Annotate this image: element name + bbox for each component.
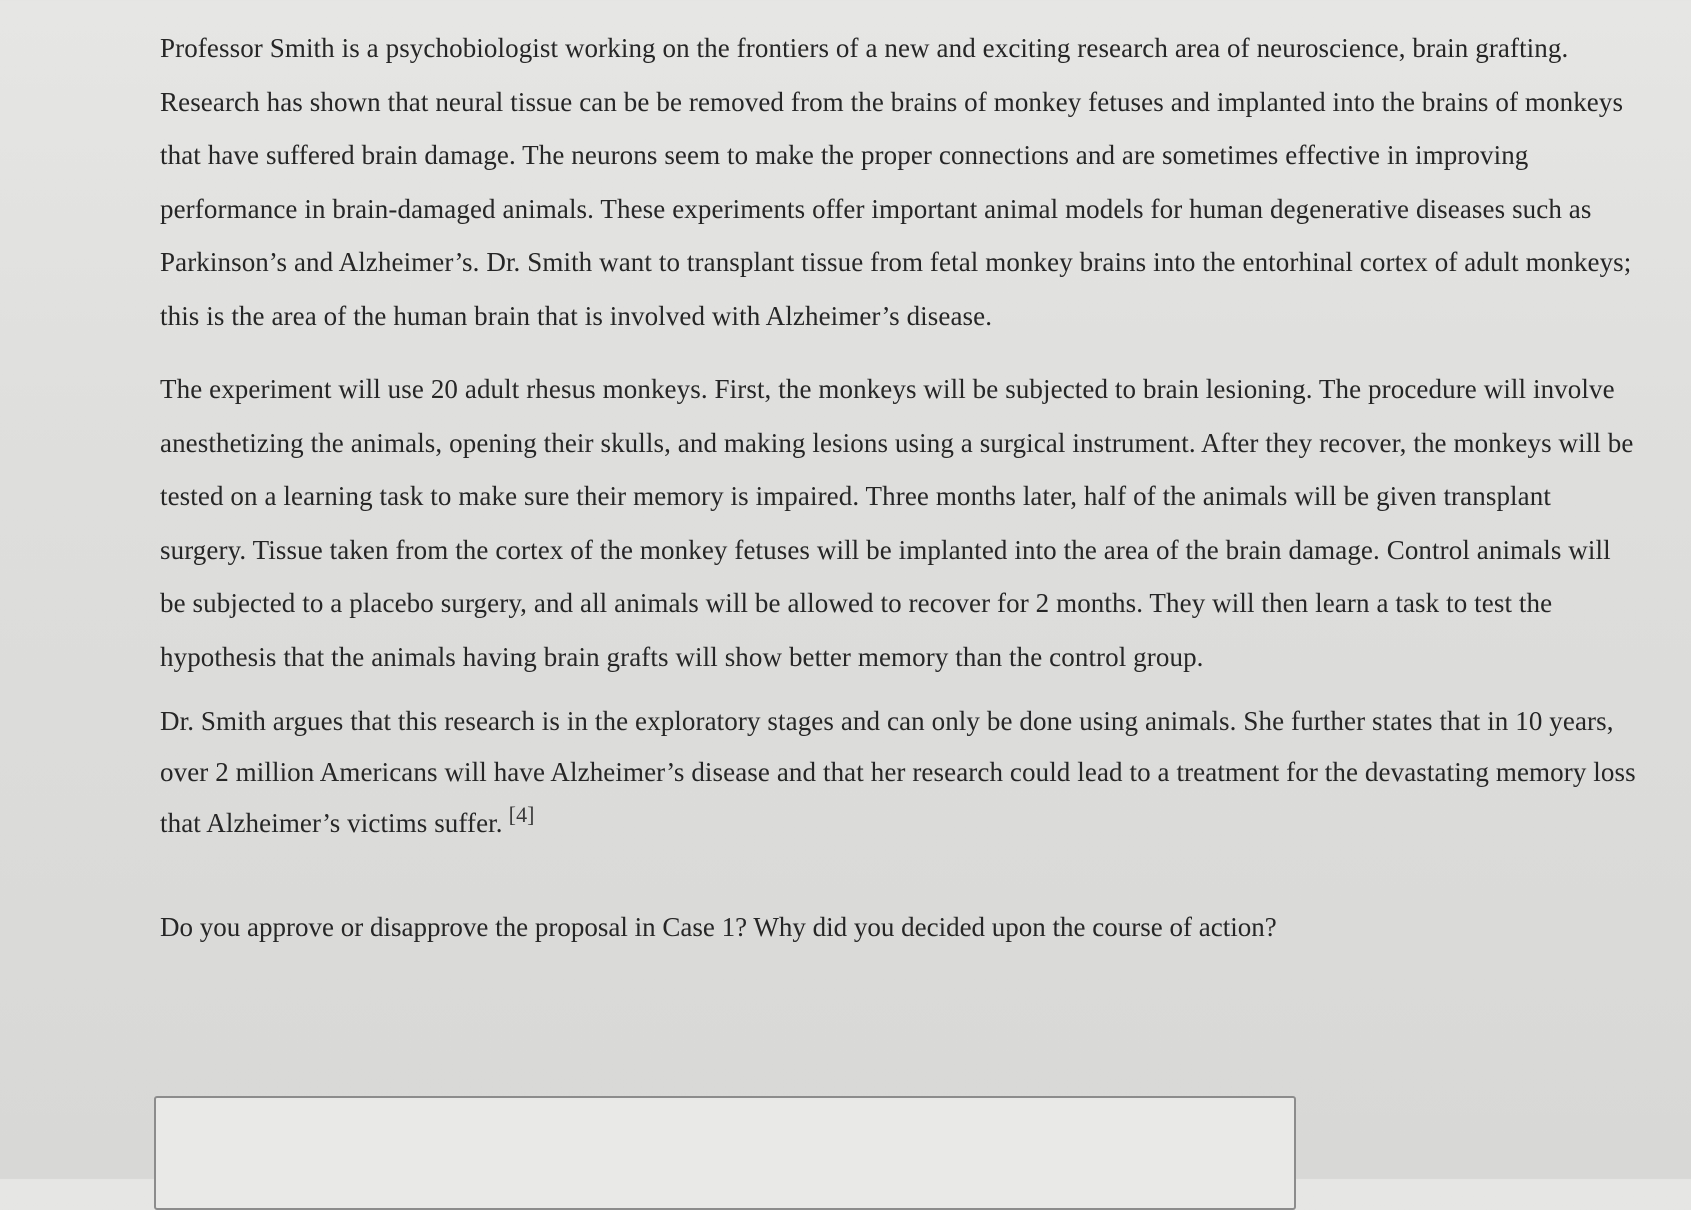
case-paragraph-2: The experiment will use 20 adult rhesus monkeys. First, the monkeys will be subjected to brain lesioning. The procedure will involve anesthetizing the animals, opening their skulls, and making lesions using a surgical instrument. After they recover, the monkeys will be tested on a learning task to make sure their memory is impaired. Three months later, half of the animals will be given transplant surgery. Tissue taken from the cortex of the monkey fetuses will be implanted into the area of the brain damage. Control animals will be subjected to a placebo surgery, and all animals will be allowed to recover for 2 months. They will then learn a task to test the hypothesis that the animals having brain grafts will show better memory than the control group. <box>160 374 1634 672</box>
question-prompt: Do you approve or disapprove the proposal in Case 1? Why did you decided upon the course of action? <box>160 912 1277 942</box>
case-content <box>160 22 1640 947</box>
citation-link[interactable]: [4] <box>508 802 535 827</box>
case-paragraph-1: Professor Smith is a psychobiologist working on the frontiers of a new and exciting research area of neuroscience, brain grafting. Research has shown that neural tissue can be be removed from the brains of monkey fetuses and implanted into the brains of monkeys that have suffered brain damage. The neurons seem to make the proper connections and are sometimes effective in improving performance in brain-damaged animals. These experiments offer important animal models for human degenerative diseases such as Parkinson’s and Alzheimer’s. Dr. Smith want to transplant tissue from fetal monkey brains into the entorhinal cortex of adult monkeys; this is the area of the human brain that is involved with Alzheimer’s disease. <box>160 33 1632 331</box>
case-paragraph-3-text: Dr. Smith argues that this research is in the exploratory stages and can only be done using animals. She further states that in 10 years, over 2 million Americans will have Alzheimer’s disease and that her research could lead to a treatment for the devastating memory loss that Alzheimer’s victims suffer. <box>160 706 1636 838</box>
answer-textbox[interactable] <box>154 1096 1296 1210</box>
case-paragraph-3 <box>160 696 1640 849</box>
